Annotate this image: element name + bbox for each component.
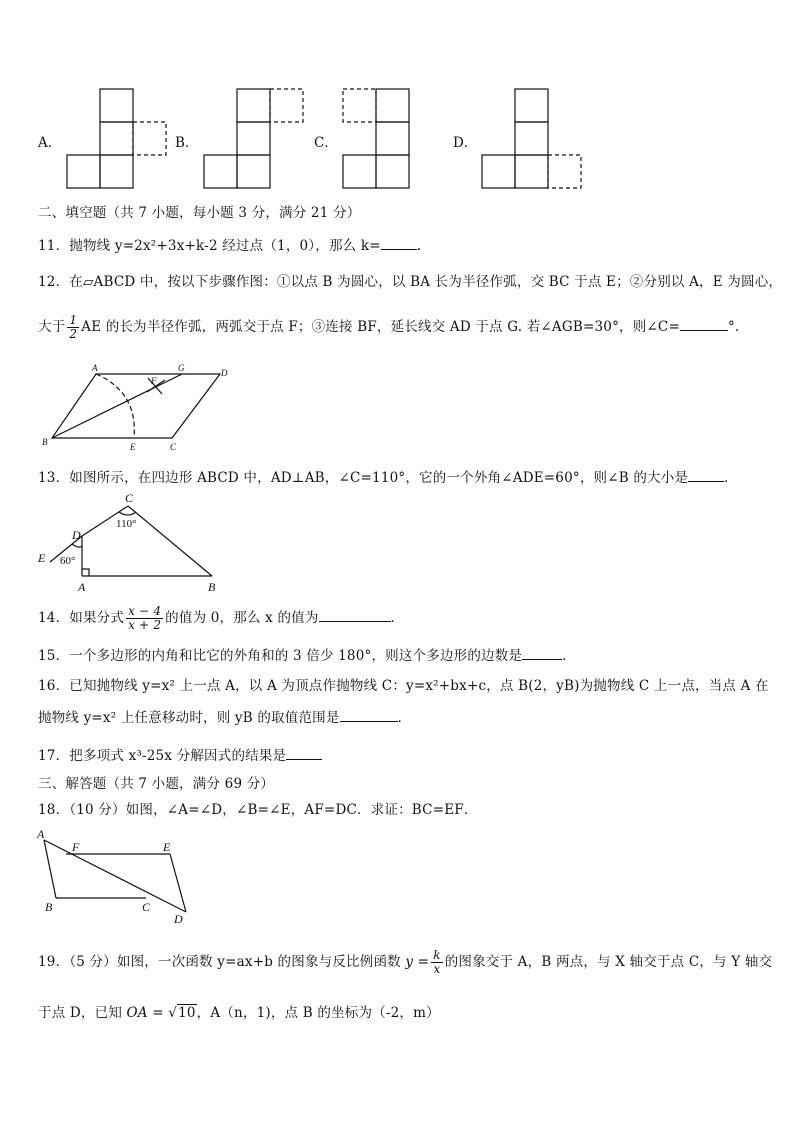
question-16-line-1: 16．已知抛物线 y=x² 上一点 A，以 A 为顶点作抛物线 C：y=x²+bx+c，点 B(2，yB)为抛物线 C 上一点，当点 A 在 [38,678,769,694]
option-a-label: A． [38,135,62,151]
question-13-text: 13．如图所示，在四边形 ABCD 中，AD⊥AB，∠C=110°，它的一个外角∠ADE=60°，则∠B 的大小是 [38,470,689,486]
function-expression: y = [405,954,430,970]
label-B: B [208,580,216,594]
angle-C-label: 110° [116,518,137,530]
label-E: E [163,840,171,854]
question-19-line-1 [38,949,772,976]
label-D: D [221,368,228,378]
option-b-label: B． [175,135,199,151]
question-19-text: 的图象交于 A，B 两点，与 X 轴交于点 C，与 Y 轴交 [444,954,773,970]
option-c-label: C． [314,135,338,151]
angle-D-label: 60° [60,555,76,567]
fraction-numerator: 1 [69,313,78,327]
question-19-line-2 [38,1003,440,1023]
fraction-denominator: 2 [69,327,78,341]
question-18: 18．（10 分）如图，∠A=∠D，∠B=∠E，AF=DC．求证：BC=EF． [38,802,478,818]
question-13-suffix: ． [724,470,738,486]
label-A: A [78,580,86,594]
label-F: F [151,376,157,386]
question-16-suffix: ． [397,710,412,726]
question-15-text: 15．一个多边形的内角和比它的外角和的 3 倍少 180°，则这个多边形的边数是 [38,648,523,664]
section-3-heading: 三、解答题（共 7 小题，满分 69 分） [38,776,275,792]
fraction-denominator: x + 2 [128,618,162,632]
label-F: F [72,840,80,854]
label-E: E [130,442,136,452]
label-C: C [142,900,151,914]
label-D: D [72,528,81,542]
question-14-suffix: ． [390,610,405,626]
fraction-numerator: k [433,948,441,962]
oa-expression: OA = [126,1005,164,1021]
question-11: 11．抛物线 y=2x²+3x+k-2 经过点（1，0），那么 k= . [38,235,421,256]
square-root: √10 [168,1005,196,1021]
question-12-prefix: 大于 [38,319,66,335]
fraction-numerator: x − 4 [128,604,162,618]
label-C: C [125,491,134,505]
section-2-heading: 二、填空题（共 7 小题，每小题 3 分，满分 21 分） [38,205,361,221]
label-G: G [178,363,185,373]
question-16-text: 抛物线 y=x² 上任意移动时，则 yB 的取值范围是 [38,710,340,726]
question-14-text: 的值为 0，那么 x 的值为 [165,610,319,626]
label-B: B [42,437,48,447]
question-12-suffix: °. [727,319,740,335]
question-19-prefix: 19．（5 分）如图，一次函数 y=ax+b 的图象与反比例函数 [38,954,401,970]
question-19-line-2-suffix: ，A（n，1)，点 B 的坐标为（-2，m） [196,1005,440,1021]
question-12-text: AE 的长为半径作弧，两弧交于点 F；③连接 BF，延长线交 AD 于点 G. 若∠AGB=30°，则∠C= [81,319,680,335]
fraction-k-over-x [431,949,442,976]
label-A: A [92,363,98,373]
label-C: C [170,442,177,452]
fraction-denominator: x [433,962,441,976]
question-11-text: 11．抛物线 y=2x²+3x+k-2 经过点（1，0），那么 k= [38,238,381,254]
question-15-suffix: . [562,648,567,664]
label-D: D [174,912,183,926]
label-B: B [45,900,53,914]
question-12-line-1: 12．在▱ABCD 中，按以下步骤作图：①以点 B 为圆心，以 BA 长为半径作弧，交 BC 于点 E；②分别以 A，E 为圆心， [38,274,783,290]
question-19-line-2-prefix: 于点 D，已知 [38,1005,123,1021]
question-17-text: 17．把多项式 x³-25x 分解因式的结果是 [38,748,287,764]
label-A: A [37,827,45,841]
option-d-label: D． [453,135,478,151]
label-E: E [38,551,46,565]
question-14-prefix: 14．如果分式 [38,610,125,626]
radicand: 10 [178,1005,196,1021]
